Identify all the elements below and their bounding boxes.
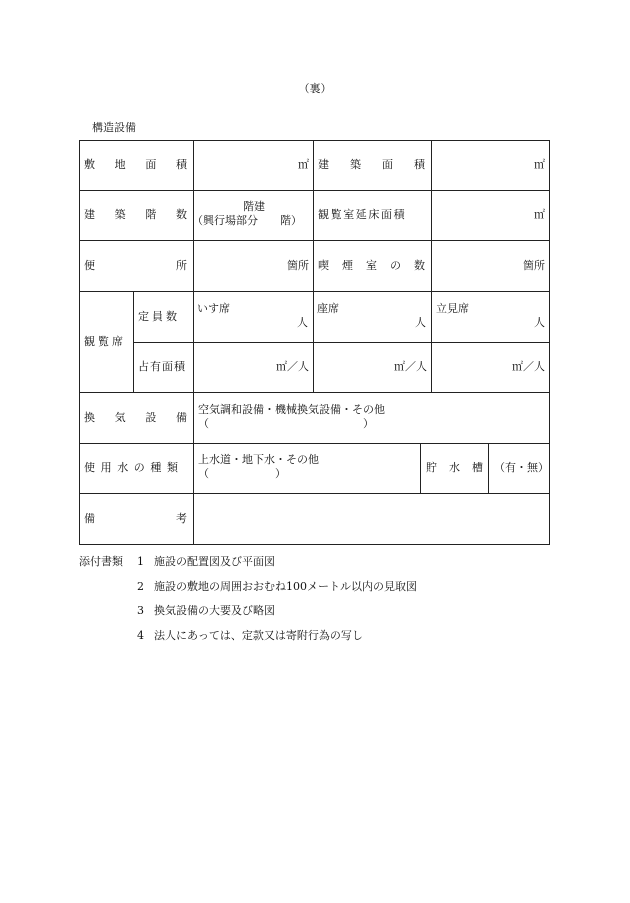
- smoking-rooms-value[interactable]: 箇所: [523, 259, 545, 272]
- page-header: （裏）: [298, 82, 332, 95]
- capacity-label: 定員数: [138, 310, 180, 323]
- water-type-value[interactable]: 上水道・地下水・その他 （ ）: [198, 453, 319, 480]
- attachment-item: 1 施設の配置図及び平面図: [137, 555, 275, 568]
- building-area-value[interactable]: ㎡: [534, 158, 545, 171]
- chair-seats-cell[interactable]: いす席 人: [197, 302, 308, 329]
- attachment-item: 3 換気設備の大要及び略図: [137, 604, 275, 617]
- auditorium-floor-area-value[interactable]: ㎡: [534, 208, 545, 221]
- standing-area-cell[interactable]: ㎡／人: [512, 360, 545, 373]
- toilets-label: 便 所: [84, 259, 187, 272]
- building-floors-value[interactable]: 階建 （興行場部分 階）: [192, 200, 302, 227]
- occupied-area-label: 占有面積: [138, 360, 186, 373]
- smoking-rooms-label: 喫 煙 室 の 数: [318, 259, 425, 272]
- attachment-item: 2 施設の敷地の周囲おおむね100メートル以内の見取図: [137, 580, 417, 593]
- ventilation-label: 換 気 設 備: [84, 411, 187, 424]
- floor-area-cell[interactable]: ㎡／人: [394, 360, 427, 373]
- chair-area-cell[interactable]: ㎡／人: [276, 360, 309, 373]
- floor-seats-cell[interactable]: 座席 人: [317, 302, 426, 329]
- site-area-value[interactable]: ㎡: [298, 158, 309, 171]
- remarks-value[interactable]: [196, 496, 546, 542]
- section-title: 構造設備: [92, 121, 136, 134]
- site-area-label: 敷 地 面 積: [84, 158, 187, 171]
- attachments-heading: 添付書類: [79, 555, 123, 568]
- ventilation-value[interactable]: 空気調和設備・機械換気設備・その他 （ ）: [198, 403, 385, 430]
- water-tank-label: 貯 水 槽: [426, 461, 483, 474]
- water-type-label: 使用水の種類: [84, 461, 184, 474]
- standing-seats-cell[interactable]: 立見席 人: [436, 302, 545, 329]
- water-tank-value[interactable]: （有・無）: [494, 461, 549, 474]
- toilets-value[interactable]: 箇所: [287, 259, 309, 272]
- seating-label: 観覧席: [84, 335, 126, 348]
- auditorium-floor-area-label: 観覧室延床面積: [318, 208, 407, 221]
- remarks-label: 備 考: [84, 512, 187, 525]
- building-area-label: 建 築 面 積: [318, 158, 425, 171]
- building-floors-label: 建 築 階 数: [84, 208, 187, 221]
- attachment-item: 4 法人にあっては、定款又は寄附行為の写し: [137, 629, 363, 642]
